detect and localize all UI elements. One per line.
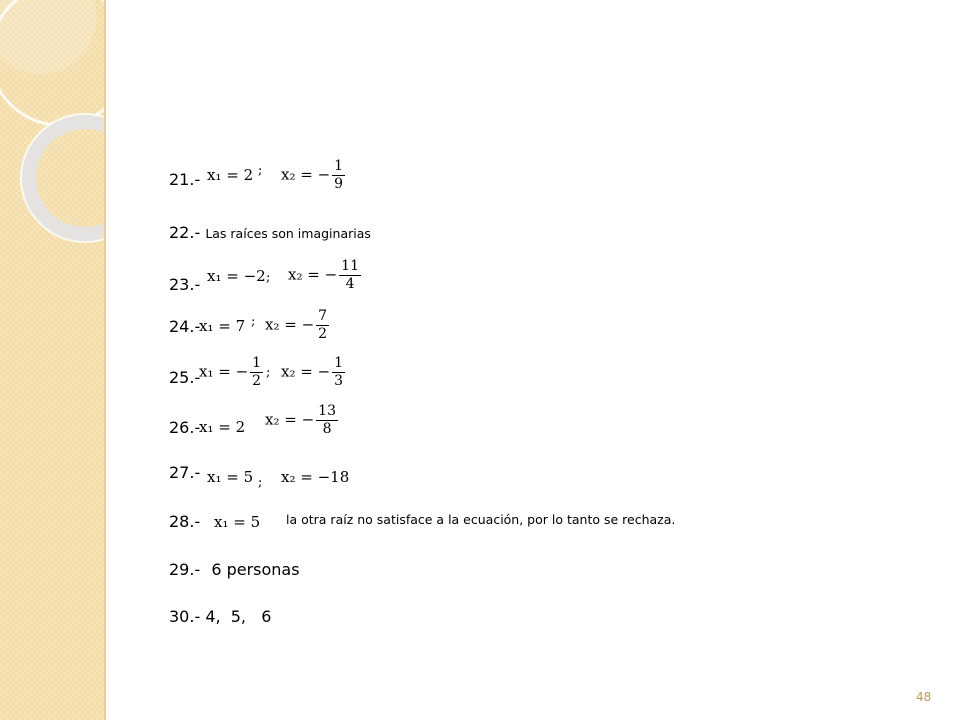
- answer-25-x1: [199, 355, 263, 390]
- x2-lhs: x₂ = −: [281, 165, 331, 184]
- answer-30: [169, 607, 271, 626]
- answer-26: [169, 418, 200, 437]
- answer-21: [169, 170, 200, 189]
- fraction: $\frac{13}{8}$: [318, 403, 336, 437]
- answer-number: 25.-: [169, 368, 201, 387]
- decorative-rings: [0, 0, 104, 720]
- answer-23-x1: x₁ = −2: [207, 267, 266, 285]
- sidebar-divider: [104, 0, 106, 720]
- answer-26-x2: [265, 403, 338, 438]
- decorative-sidebar: [0, 0, 104, 720]
- page-number: 48: [916, 690, 932, 704]
- x2-lhs: x₂ = −: [265, 315, 315, 334]
- answer-number: 24.-: [169, 317, 201, 336]
- fraction: $\frac{1}{2}$: [252, 355, 262, 389]
- answer-number: 28.-: [169, 512, 201, 531]
- answer-29-text: 6 personas: [211, 560, 300, 579]
- answer-26-x1: x₁ = 2: [199, 418, 246, 436]
- fraction: $\frac{1}{9}$: [334, 158, 344, 192]
- answer-number: 29.-: [169, 560, 201, 579]
- answer-23-sep: ;: [266, 270, 271, 285]
- answer-21-x1: x₁ = 2: [207, 166, 254, 184]
- fraction: $\frac{7}{2}$: [318, 308, 328, 342]
- x2-lhs: x₂ = −: [281, 362, 331, 381]
- answer-25-x2: [281, 355, 345, 390]
- answer-number: 27.-: [169, 463, 201, 482]
- answer-24-x1: x₁ = 7: [199, 317, 246, 335]
- answer-number: 23.-: [169, 275, 201, 294]
- ring-gray: [29, 122, 104, 234]
- answer-24-x2: [265, 308, 329, 343]
- answer-23-x2: [288, 258, 361, 293]
- answer-27-x1: x₁ = 5: [207, 468, 254, 486]
- x2-lhs: x₂ = −: [288, 265, 338, 284]
- answer-number: 26.-: [169, 418, 201, 437]
- answer-25: [169, 368, 200, 387]
- answer-28-note: la otra raíz no satisface a la ecuación, por lo tanto se rechaza.: [286, 512, 676, 527]
- answer-27-sep: ;: [258, 475, 263, 490]
- fraction: $\frac{1}{3}$: [334, 355, 344, 389]
- answer-number: 22.-: [169, 223, 201, 242]
- answer-25-sep: ;: [266, 365, 271, 380]
- answer-22-note: Las raíces son imaginarias: [205, 226, 371, 241]
- answer-22: [169, 223, 371, 242]
- answer-23: [169, 275, 200, 294]
- fraction: $\frac{11}{4}$: [341, 258, 359, 292]
- answer-27: [169, 463, 200, 482]
- answer-30-text: 4, 5, 6: [205, 607, 272, 626]
- answer-24: [169, 317, 200, 336]
- answer-24-sep: ;: [251, 314, 256, 329]
- x1-lhs: x₁ = −: [199, 362, 249, 381]
- answer-28-x1: x₁ = 5: [214, 513, 261, 531]
- x2-lhs: x₂ = −: [265, 410, 315, 429]
- answer-number: 30.-: [169, 607, 201, 626]
- answer-21-x2: [281, 158, 345, 193]
- answer-number: 21.-: [169, 170, 201, 189]
- answer-29: [169, 560, 300, 579]
- answer-27-x2: x₂ = −18: [281, 468, 350, 486]
- answer-21-sep: ;: [258, 163, 263, 178]
- answer-28: [169, 512, 200, 531]
- ring-fill: [0, 0, 96, 74]
